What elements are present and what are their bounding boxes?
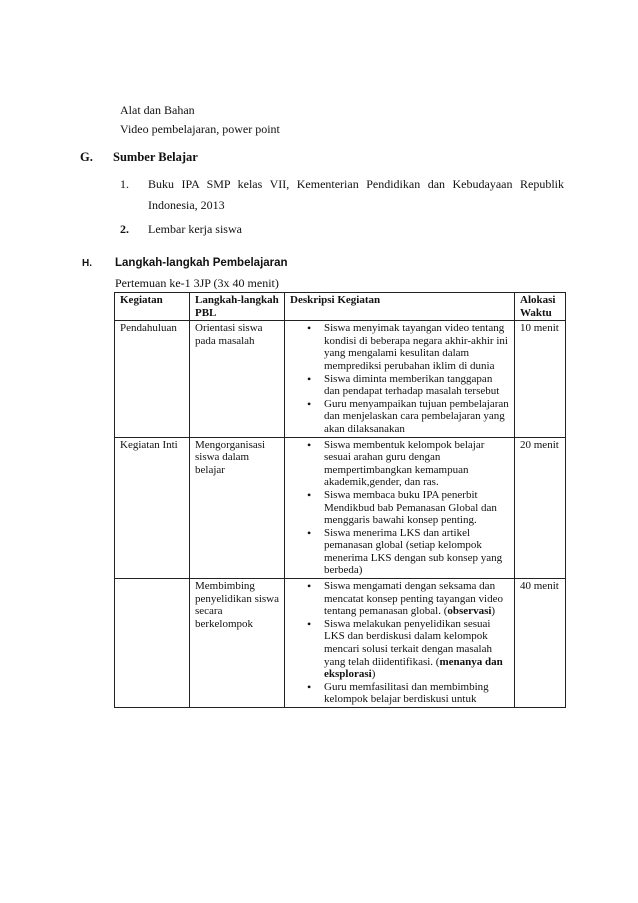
list-item [290, 580, 509, 618]
item-text: ) [371, 668, 376, 681]
item-bold-text: observasi [447, 605, 492, 618]
list-item: • Siswa diminta memberikan tanggapan dan pendapat terhadap masalah tersebut [290, 373, 509, 398]
list-item: • Siswa membentuk kelompok belajar sesuai arahan guru dengan mempertimbangkan kemampuan akademik,gender, dan ras. [290, 439, 509, 489]
row1-langkah: Orientasi siswa pada masalah [190, 321, 285, 437]
row3-deskripsi [285, 579, 515, 708]
alat-bahan-value: Video pembelajaran, power point [120, 122, 280, 136]
list-item: • Siswa menyimak tayangan video tentang kondisi di beberapa negara akhir-akhir ini yang mengalami kesulitan dalam memprediksi perubahan iklim di dunia [290, 322, 509, 372]
row2-kegiatan: Kegiatan Inti [115, 437, 190, 579]
row1-kegiatan: Pendahuluan [115, 321, 190, 437]
section-g-title: Sumber Belajar [113, 150, 198, 164]
row1-waktu: 10 menit [515, 321, 566, 437]
section-h-title: Langkah-langkah Pembelajaran [115, 257, 288, 269]
item-text: Siswa melakukan penyelidikan sesuai LKS dan berdiskusi dalam kelompok mencari solusi terkait dengan masalah yang telah diidentifikasi. ( [324, 617, 492, 668]
row2-deskripsi [285, 437, 515, 579]
item-text: ) [491, 605, 496, 618]
section-g-item1-line1: Buku IPA SMP kelas VII, Kementerian Pendidikan dan Kebudayaan Republik [148, 177, 564, 191]
row3-waktu: 40 menit [515, 579, 566, 708]
section-h-meeting: Pertemuan ke-1 3JP (3x 40 menit) [115, 276, 279, 290]
learning-steps-table [114, 292, 566, 708]
row2-waktu: 20 menit [515, 437, 566, 579]
table-row [115, 579, 566, 708]
section-g-item2-number: 2. [120, 222, 129, 236]
section-g-letter: G. [80, 150, 93, 164]
table-header-row [115, 293, 566, 321]
list-item: • Guru memfasilitasi dan membimbing kelompok belajar berdiskusi untuk [290, 681, 509, 706]
list-item: • Guru menyampaikan tujuan pembelajaran dan menjelaskan cara pembelajaran yang akan dilaksanakan [290, 398, 509, 436]
list-item [290, 618, 509, 681]
header-deskripsi: Deskripsi Kegiatan [285, 293, 515, 321]
list-item: • Siswa membaca buku IPA penerbit Mendikbud bab Pemanasan Global dan menggaris bawahi konsep penting. [290, 489, 509, 527]
section-g-item2-text: Lembar kerja siswa [148, 222, 242, 236]
table-row [115, 437, 566, 579]
list-item: • Siswa menerima LKS dan artikel pemanasan global (setiap kelompok menerima LKS dengan sub konsep yang berbeda) [290, 527, 509, 577]
table-row [115, 321, 566, 437]
row1-deskripsi [285, 321, 515, 437]
alat-bahan-title: Alat dan Bahan [120, 103, 195, 117]
section-g-item1-line2: Indonesia, 2013 [148, 198, 225, 212]
row2-langkah: Mengorganisasi siswa dalam belajar [190, 437, 285, 579]
section-h-letter: H. [82, 258, 92, 269]
header-langkah: Langkah-langkah PBL [190, 293, 285, 321]
row3-langkah: Membimbing penyelidikan siswa secara berkelompok [190, 579, 285, 708]
item-bold-text: menanya dan eksplorasi [324, 655, 503, 681]
header-kegiatan: Kegiatan [115, 293, 190, 321]
item-text: Siswa mengamati dengan seksama dan mencatat konsep penting tayangan video tentang pemanasan global. ( [324, 580, 503, 618]
row3-kegiatan [115, 579, 190, 708]
section-g-item1-number: 1. [120, 177, 129, 191]
header-waktu: Alokasi Waktu [515, 293, 566, 321]
